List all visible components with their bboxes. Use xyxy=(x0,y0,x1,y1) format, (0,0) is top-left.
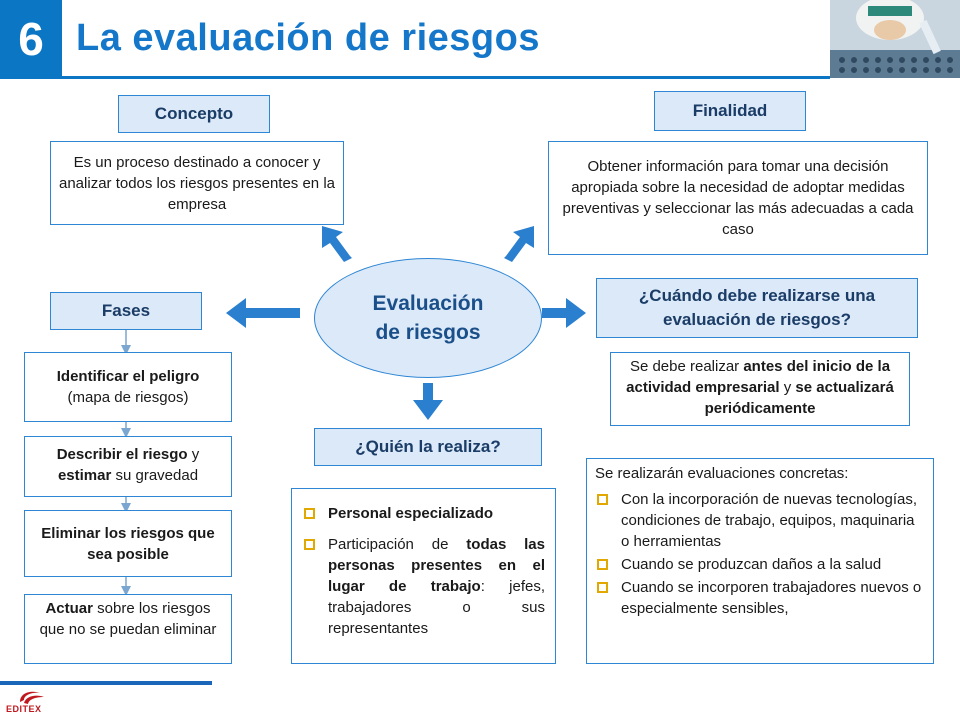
center-line-2: de riesgos xyxy=(375,321,481,344)
list-item-text: Cuando se incorporen trabajadores nuevos o especialmente sensibles, xyxy=(621,579,922,617)
list-item-text: Personal especializado xyxy=(328,505,494,522)
list-item-text-rest: : jefes, trabajadores o sus representantes xyxy=(328,578,545,637)
list-item xyxy=(595,577,925,619)
list-item xyxy=(302,534,545,639)
square-bullet-icon xyxy=(304,539,315,550)
list-item-text-bold: todas las personas presentes en el lugar de trabajo xyxy=(328,536,545,595)
arrow-to-cuando xyxy=(542,298,586,328)
fase-step-1-rest: (mapa de riesgos) xyxy=(67,389,189,406)
square-bullet-icon xyxy=(597,582,608,593)
arrow-to-quien xyxy=(413,383,443,420)
list-item-text-pre: Participación de xyxy=(328,536,467,553)
fase-step-2-rest: su gravedad xyxy=(111,467,199,484)
finalidad-label: Finalidad xyxy=(654,91,806,131)
square-bullet-icon xyxy=(597,494,608,505)
arrow-to-finalidad xyxy=(504,226,534,262)
finalidad-text: Obtener información para tomar una decisión apropiada sobre la necesidad de adoptar medidas preventivas y seleccionar las más adecuadas a cada caso xyxy=(548,141,928,255)
footer-divider xyxy=(0,681,212,685)
list-item-text: Con la incorporación de nuevas tecnologías, condiciones de trabajo, equipos, maquinaria o herramientas xyxy=(621,491,918,550)
fase-step-3 xyxy=(24,510,232,577)
center-node-evaluacion xyxy=(314,258,542,378)
concretas-list xyxy=(595,489,925,619)
cuando-answer-mid: y xyxy=(779,379,796,396)
editex-logo xyxy=(6,688,66,718)
cuando-answer-pre: Se debe realizar xyxy=(629,358,744,375)
list-item xyxy=(595,489,925,552)
quien-box xyxy=(291,488,556,664)
fase-step-2-mid: y xyxy=(187,446,200,463)
fase-step-4-bold: Actuar xyxy=(45,600,93,617)
fases-label: Fases xyxy=(50,292,202,330)
list-item-text: Cuando se produzcan daños a la salud xyxy=(621,556,882,573)
fase-step-3-bold: Eliminar los riesgos que sea posible xyxy=(41,524,215,563)
cuando-answer xyxy=(610,352,910,426)
fase-step-2 xyxy=(24,436,232,497)
fase-step-2-bold1: Describir el riesgo xyxy=(56,446,188,463)
fase-step-4-rest: sobre los riesgos que no se puedan eliminar xyxy=(39,600,217,638)
cuando-answer-bold2: se actualizará periódicamente xyxy=(704,379,894,417)
editex-logo-text: EDITEX xyxy=(6,704,42,714)
cuando-answer-bold1: antes del inicio de la actividad empresarial xyxy=(626,358,891,396)
square-bullet-icon xyxy=(597,559,608,570)
arrow-to-fases xyxy=(226,298,300,328)
fase-step-1 xyxy=(24,352,232,422)
quien-label: ¿Quién la realiza? xyxy=(314,428,542,466)
fase-step-1-bold: Identificar el peligro xyxy=(56,368,200,385)
list-item xyxy=(595,554,925,575)
fase-step-4 xyxy=(24,594,232,664)
square-bullet-icon xyxy=(304,508,315,519)
page-title: La evaluación de riesgos xyxy=(76,16,540,59)
concepto-label: Concepto xyxy=(118,95,270,133)
evaluaciones-concretas-box xyxy=(586,458,934,664)
concretas-intro: Se realizarán evaluaciones concretas: xyxy=(595,465,849,482)
center-line-1: Evaluación xyxy=(372,292,484,315)
chapter-number: 6 xyxy=(0,0,62,78)
quien-list xyxy=(302,503,545,639)
concepto-text: Es un proceso destinado a conocer y analizar todos los riesgos presentes en la empresa xyxy=(50,141,344,225)
arrow-to-concepto xyxy=(322,226,352,262)
fase-step-2-bold2: estimar xyxy=(57,467,112,484)
cuando-label: ¿Cuándo debe realizarse una evaluación de riesgos? xyxy=(596,278,918,338)
list-item xyxy=(302,503,545,524)
